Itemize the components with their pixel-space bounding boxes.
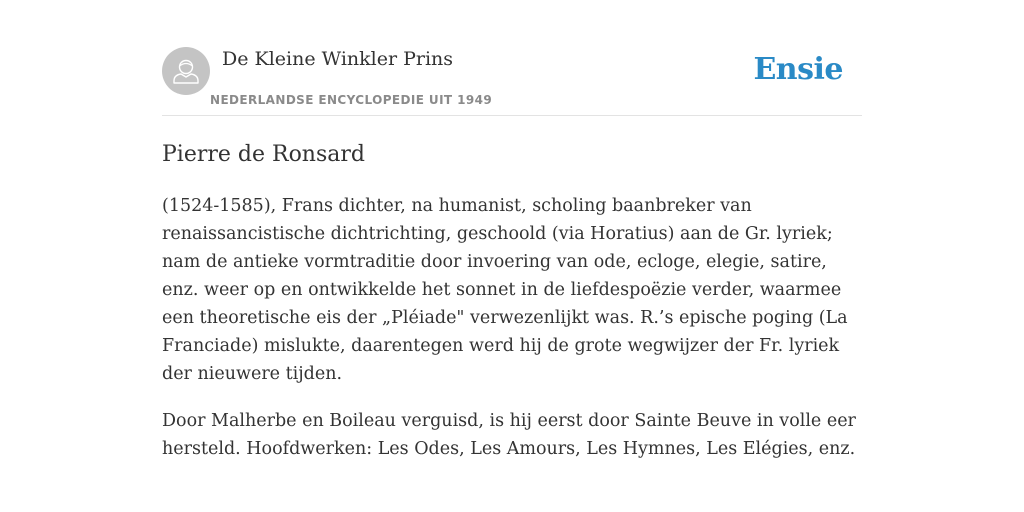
source-subtitle: NEDERLANDSE ENCYCLOPEDIE UIT 1949 — [210, 93, 493, 107]
user-avatar-icon[interactable] — [162, 47, 210, 95]
brand-logo[interactable]: Ensie — [753, 52, 843, 87]
entry-paragraph-1: (1524-1585), Frans dichter, na humanist, scholing baanbreker van renaissancistische dichtrichting, geschoold (via Horatius) aan de Gr. lyriek; nam de antieke vormtraditie door invoering van ode, ecloge, elegie, satire, enz. weer op en ontwikkelde het sonnet in de liefdespoëzie verder, waarmee een theoretische eis der „Pléiade" verwezenlijkt was. R.’s epische poging (La Franciade) mislukte, daarentegen werd hij de grote wegwijzer der Fr. lyriek der nieuwere tijden. — [162, 196, 848, 384]
entry-header — [162, 46, 862, 116]
person-outline-icon — [162, 47, 210, 95]
content-container — [162, 46, 862, 463]
source-title-link[interactable]: De Kleine Winkler Prins — [222, 48, 454, 70]
entry-paragraph-2: Door Malherbe en Boileau verguisd, is hij eerst door Sainte Beuve in volle eer hersteld. Hoofdwerken: Les Odes, Les Amours, Les Hymnes, Les Elégies, enz. — [162, 411, 856, 459]
entry-title: Pierre de Ronsard — [162, 142, 365, 167]
